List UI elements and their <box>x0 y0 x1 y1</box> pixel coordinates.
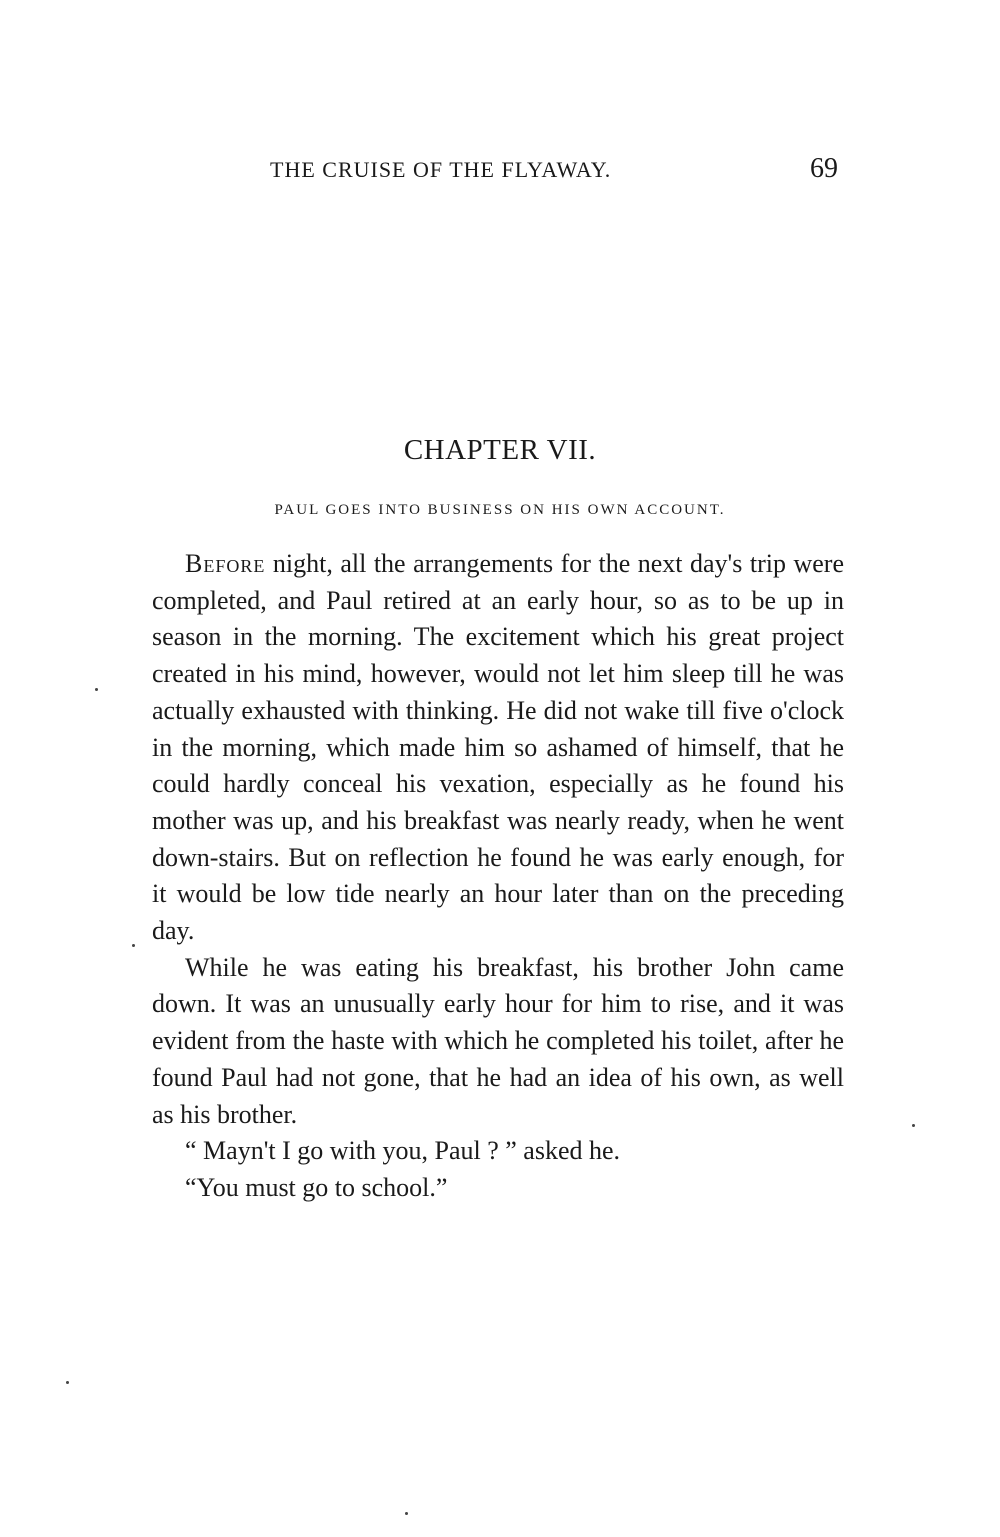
paragraph-2: While he was eating his breakfast, his brother John came down. It was an unusually early hour for him to rise, and it was evident from the haste with which he completed his toilet, after he found Paul had not gone, that he had an idea of his own, as well as his brother. <box>152 952 844 1129</box>
chapter-body <box>152 546 844 1207</box>
print-speck <box>66 1381 69 1384</box>
print-speck <box>95 688 98 691</box>
paragraph-1-text: night, all the arrangements for the next day's trip were completed, and Paul retired at an early hour, so as to be up in season in the morning. The excitement which his great project created in his mind, however, would not let him sleep till he was actually exhausted with thinking. He did not wake till five o'clock in the morning, which made him so ashamed of himself, that he could hardly conceal his vexation, especially as he found his mother was up, and his breakfast was nearly ready, when he went down-stairs. But on reflection he found he was early enough, for it would be low tide nearly an hour later than on the preceding day. <box>152 549 844 946</box>
chapter-title: CHAPTER VII. <box>403 434 597 466</box>
chapter-subtitle: PAUL GOES INTO BUSINESS ON HIS OWN ACCOUNT. <box>274 502 726 518</box>
paragraph-4: “You must go to school.” <box>185 1172 448 1202</box>
paragraph-3: “ Mayn't I go with you, Paul ? ” asked he. <box>185 1136 621 1166</box>
print-speck <box>132 944 135 947</box>
print-speck <box>912 1124 915 1127</box>
print-speck <box>405 1512 408 1515</box>
paragraph-1 <box>152 546 844 950</box>
paragraph-1-opening-word: Before <box>185 549 266 578</box>
page-number: 69 <box>810 153 838 184</box>
running-head-title: THE CRUISE OF THE FLYAWAY. <box>270 157 612 182</box>
